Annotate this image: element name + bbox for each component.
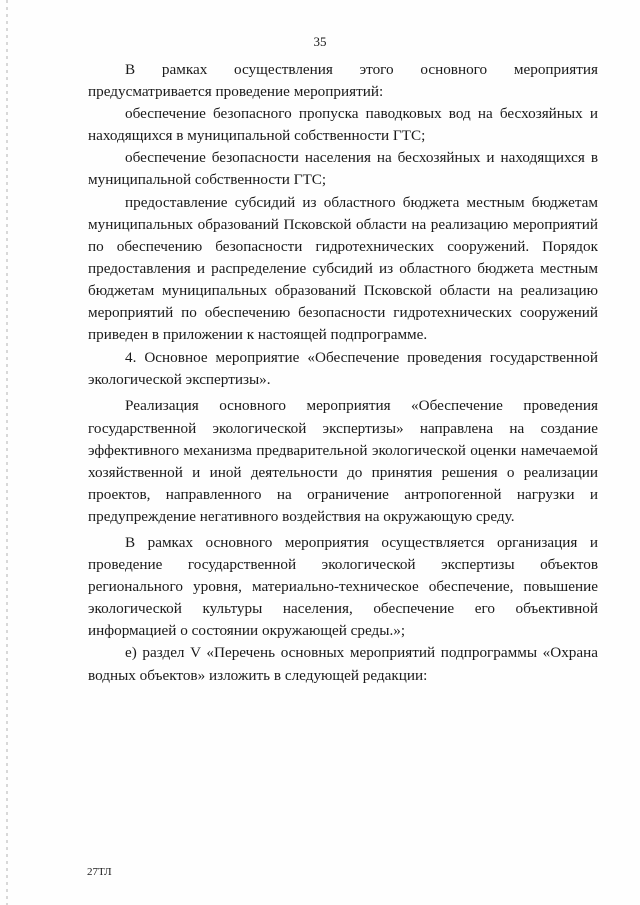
paragraph-expertise-goal: Реализация основного мероприятия «Обеспечение проведения государственной экологической экспертизы» направлена на создание эффективного механизма предварительной экологической оценки намечаемой хозяйственной и иной деятельности до принятия решения о реализации проектов, направленного на ограничение антропогенной нагрузки и предупреждение негативного воздействия на окружающую среду. bbox=[88, 397, 598, 525]
paragraph-section-v: е) раздел V «Перечень основных мероприятий подпрограммы «Охрана водных объектов» изложить в следующей редакции: bbox=[88, 644, 598, 684]
page-number: 35 bbox=[313, 34, 327, 49]
paragraph-intro: В рамках осуществления этого основного мероприятия предусматривается проведение мероприятий: bbox=[88, 61, 598, 101]
footer-code: 27ТЛ bbox=[87, 866, 112, 878]
paragraph-population-safety: обеспечение безопасности населения на бесхозяйных и находящихся в муниципальной собственности ГТС; bbox=[88, 149, 598, 189]
scan-edge bbox=[6, 0, 8, 905]
paragraph-flood-safety: обеспечение безопасного пропуска паводковых вод на бесхозяйных и находящихся в муниципальной собственности ГТС; bbox=[88, 105, 598, 145]
paragraph-subsidies: предоставление субсидий из областного бюджета местным бюджетам муниципальных образований Псковской области на реализацию мероприятий по обеспечению безопасности гидротехнических сооружений. Порядок предоставления и распределение субсидий из областного бюджета местным бюджетам муниципальных образований Псковской области на реализацию мероприятий по обеспечению безопасности гидротехнических сооружений приведен в приложении к настоящей подпрограмме. bbox=[88, 193, 598, 344]
paragraph-expertise-scope: В рамках основного мероприятия осуществляется организация и проведение государственной экологической экспертизы объектов регионального уровня, материально-техническое обеспечение, повышение экологической культуры населения, обеспечение его объективной информацией о состоянии окружающей среды.»; bbox=[88, 533, 598, 640]
paragraph-item-4-heading: 4. Основное мероприятие «Обеспечение проведения государственной экологической экспертизы». bbox=[88, 349, 598, 389]
document-body bbox=[88, 59, 598, 687]
